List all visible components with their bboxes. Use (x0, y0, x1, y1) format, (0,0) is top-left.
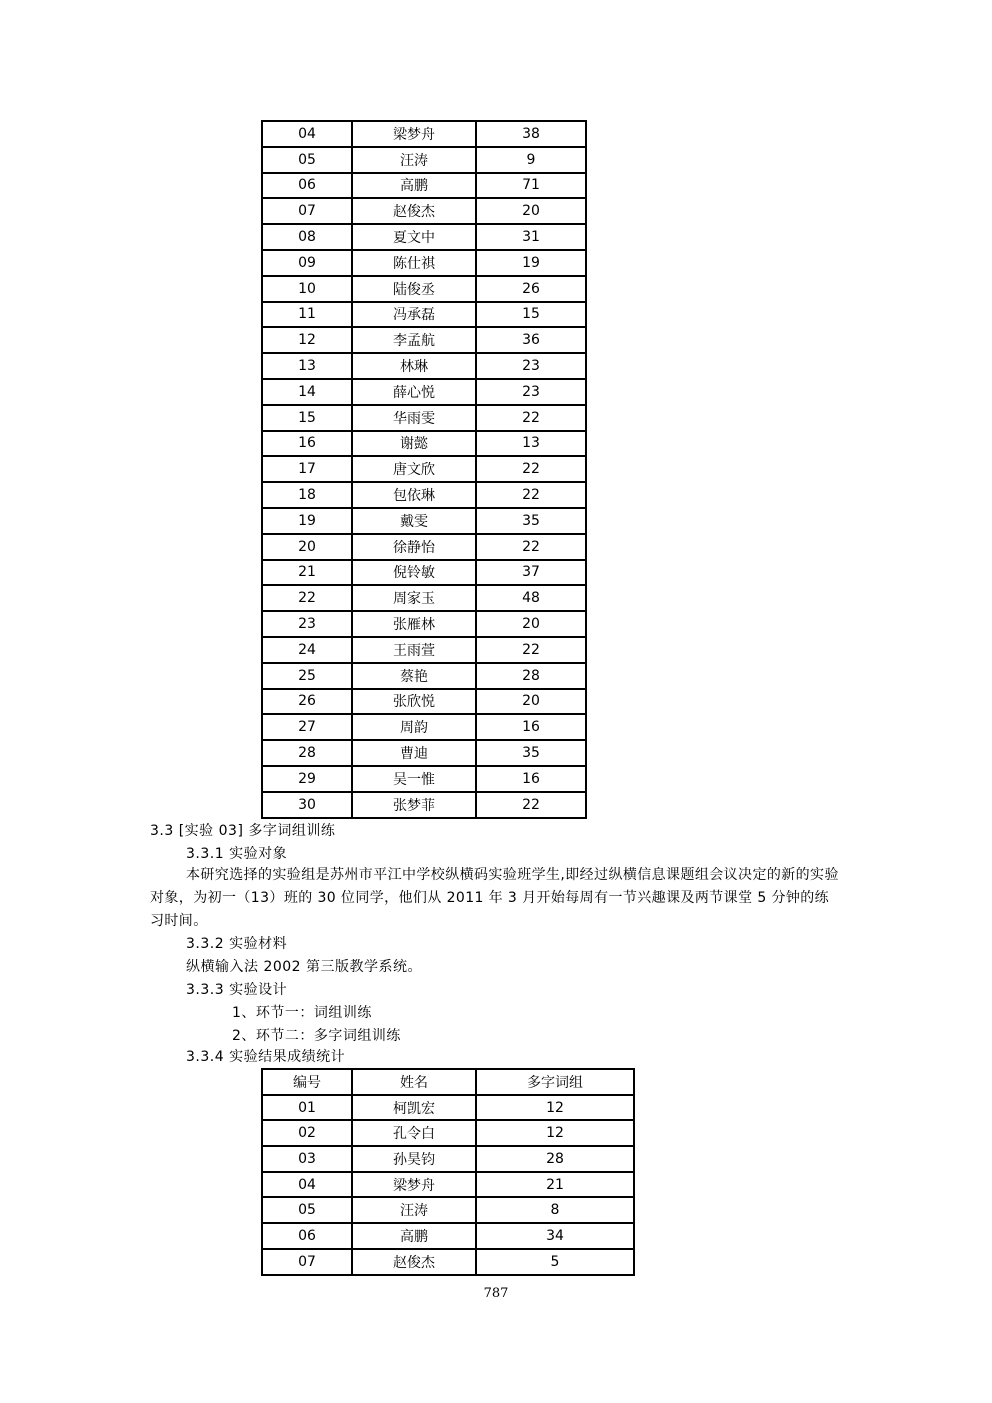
table-row (262, 792, 586, 818)
design-step-1: 1、环节一：词组训练 (232, 1005, 372, 1021)
cell-id: 05 (262, 147, 352, 173)
cell-score: 12 (476, 1095, 634, 1121)
subsection-results: 3.3.4 实验结果成绩统计 (186, 1049, 346, 1065)
cell-id: 25 (262, 663, 352, 689)
table-row (262, 302, 586, 328)
cell-id: 11 (262, 302, 352, 328)
table-row (262, 1146, 634, 1172)
table-row (262, 198, 586, 224)
cell-score: 26 (476, 276, 586, 302)
cell-name: 汪涛 (352, 1197, 476, 1223)
table-header-row (262, 1069, 634, 1095)
table-row (262, 250, 586, 276)
table-row (262, 1172, 634, 1198)
table-row (262, 173, 586, 199)
cell-name: 林琳 (352, 353, 476, 379)
cell-name: 包依琳 (352, 482, 476, 508)
cell-id: 29 (262, 766, 352, 792)
table-row (262, 121, 586, 147)
cell-name: 孔令白 (352, 1120, 476, 1146)
header-name: 姓名 (352, 1069, 476, 1095)
cell-score: 36 (476, 327, 586, 353)
cell-name: 唐文欣 (352, 456, 476, 482)
design-step-2: 2、环节二：多字词组训练 (232, 1028, 401, 1044)
cell-score: 22 (476, 456, 586, 482)
table-row (262, 147, 586, 173)
cell-score: 35 (476, 740, 586, 766)
table-row (262, 405, 586, 431)
cell-id: 18 (262, 482, 352, 508)
cell-name: 高鹏 (352, 173, 476, 199)
table-row (262, 1197, 634, 1223)
cell-score: 12 (476, 1120, 634, 1146)
cell-name: 夏文中 (352, 224, 476, 250)
cell-score: 22 (476, 534, 586, 560)
cell-score: 21 (476, 1172, 634, 1198)
cell-score: 38 (476, 121, 586, 147)
cell-score: 22 (476, 405, 586, 431)
cell-score: 5 (476, 1249, 634, 1275)
cell-id: 19 (262, 508, 352, 534)
cell-id: 04 (262, 121, 352, 147)
cell-score: 23 (476, 379, 586, 405)
table-row (262, 353, 586, 379)
table-row (262, 1249, 634, 1275)
cell-name: 张欣悦 (352, 689, 476, 715)
cell-name: 陈仕祺 (352, 250, 476, 276)
cell-score: 20 (476, 611, 586, 637)
table-row (262, 689, 586, 715)
cell-name: 倪铃敏 (352, 560, 476, 586)
subsection-materials: 3.3.2 实验材料 (186, 936, 288, 952)
cell-score: 22 (476, 482, 586, 508)
table-row (262, 482, 586, 508)
cell-score: 8 (476, 1197, 634, 1223)
cell-id: 05 (262, 1197, 352, 1223)
cell-name: 王雨萱 (352, 637, 476, 663)
table-row (262, 637, 586, 663)
cell-name: 徐静怡 (352, 534, 476, 560)
cell-id: 02 (262, 1120, 352, 1146)
cell-score: 37 (476, 560, 586, 586)
cell-name: 曹迪 (352, 740, 476, 766)
table-row (262, 585, 586, 611)
score-table-continued (261, 120, 587, 819)
cell-name: 汪涛 (352, 147, 476, 173)
cell-score: 9 (476, 147, 586, 173)
cell-score: 34 (476, 1223, 634, 1249)
table-row (262, 560, 586, 586)
table-row (262, 740, 586, 766)
cell-name: 周韵 (352, 714, 476, 740)
subjects-paragraph: 本研究选择的实验组是苏州市平江中学校纵横码实验班学生,即经过纵横信息课题组会议决定的新的实验对象，为初一（13）班的 30 位同学，他们从 2011 年 3 月开始每周有一节兴趣课及两节课堂 5 分钟的练习时间。 (150, 867, 839, 929)
cell-name: 谢懿 (352, 431, 476, 457)
cell-score: 23 (476, 353, 586, 379)
cell-id: 06 (262, 173, 352, 199)
cell-score: 71 (476, 173, 586, 199)
cell-score: 13 (476, 431, 586, 457)
cell-id: 13 (262, 353, 352, 379)
cell-id: 14 (262, 379, 352, 405)
cell-score: 16 (476, 766, 586, 792)
cell-name: 张雁林 (352, 611, 476, 637)
table-row (262, 327, 586, 353)
cell-name: 戴雯 (352, 508, 476, 534)
cell-name: 陆俊丞 (352, 276, 476, 302)
table-row (262, 1120, 634, 1146)
cell-name: 赵俊杰 (352, 1249, 476, 1275)
cell-id: 17 (262, 456, 352, 482)
cell-id: 26 (262, 689, 352, 715)
table-row (262, 456, 586, 482)
subsection-design: 3.3.3 实验设计 (186, 982, 288, 998)
cell-score: 48 (476, 585, 586, 611)
table-row (262, 276, 586, 302)
cell-id: 24 (262, 637, 352, 663)
cell-id: 08 (262, 224, 352, 250)
cell-score: 20 (476, 198, 586, 224)
cell-id: 07 (262, 1249, 352, 1275)
cell-score: 31 (476, 224, 586, 250)
cell-id: 03 (262, 1146, 352, 1172)
cell-score: 20 (476, 689, 586, 715)
cell-name: 华雨雯 (352, 405, 476, 431)
cell-id: 06 (262, 1223, 352, 1249)
cell-name: 高鹏 (352, 1223, 476, 1249)
table-row (262, 224, 586, 250)
cell-id: 12 (262, 327, 352, 353)
cell-score: 22 (476, 792, 586, 818)
cell-id: 16 (262, 431, 352, 457)
table-row (262, 766, 586, 792)
cell-name: 孙昊钧 (352, 1146, 476, 1172)
cell-id: 23 (262, 611, 352, 637)
subsection-subjects: 3.3.1 实验对象 (186, 846, 288, 862)
cell-name: 李孟航 (352, 327, 476, 353)
cell-score: 35 (476, 508, 586, 534)
page-number: 787 (483, 1286, 509, 1301)
cell-id: 10 (262, 276, 352, 302)
cell-name: 蔡艳 (352, 663, 476, 689)
table-row (262, 714, 586, 740)
cell-name: 吴一惟 (352, 766, 476, 792)
cell-name: 赵俊杰 (352, 198, 476, 224)
table-row (262, 431, 586, 457)
cell-score: 22 (476, 637, 586, 663)
cell-id: 20 (262, 534, 352, 560)
results-table (261, 1068, 635, 1276)
cell-score: 15 (476, 302, 586, 328)
cell-id: 22 (262, 585, 352, 611)
table-row (262, 379, 586, 405)
cell-id: 28 (262, 740, 352, 766)
cell-id: 27 (262, 714, 352, 740)
cell-name: 张梦菲 (352, 792, 476, 818)
cell-name: 周家玉 (352, 585, 476, 611)
cell-id: 07 (262, 198, 352, 224)
table-row (262, 1223, 634, 1249)
cell-score: 28 (476, 663, 586, 689)
section-heading: 3.3 [实验 03] 多字词组训练 (150, 823, 336, 839)
cell-score: 16 (476, 714, 586, 740)
cell-name: 梁梦舟 (352, 121, 476, 147)
table-row (262, 611, 586, 637)
cell-name: 梁梦舟 (352, 1172, 476, 1198)
cell-id: 09 (262, 250, 352, 276)
cell-name: 薛心悦 (352, 379, 476, 405)
header-score: 多字词组 (476, 1069, 634, 1095)
cell-score: 28 (476, 1146, 634, 1172)
table-row (262, 663, 586, 689)
cell-id: 01 (262, 1095, 352, 1121)
cell-name: 柯凯宏 (352, 1095, 476, 1121)
table-row (262, 508, 586, 534)
table-row (262, 1095, 634, 1121)
table-row (262, 534, 586, 560)
materials-paragraph: 纵横输入法 2002 第三版教学系统。 (186, 959, 423, 975)
cell-id: 04 (262, 1172, 352, 1198)
cell-id: 30 (262, 792, 352, 818)
cell-id: 15 (262, 405, 352, 431)
cell-name: 冯承磊 (352, 302, 476, 328)
cell-score: 19 (476, 250, 586, 276)
header-id: 编号 (262, 1069, 352, 1095)
cell-id: 21 (262, 560, 352, 586)
